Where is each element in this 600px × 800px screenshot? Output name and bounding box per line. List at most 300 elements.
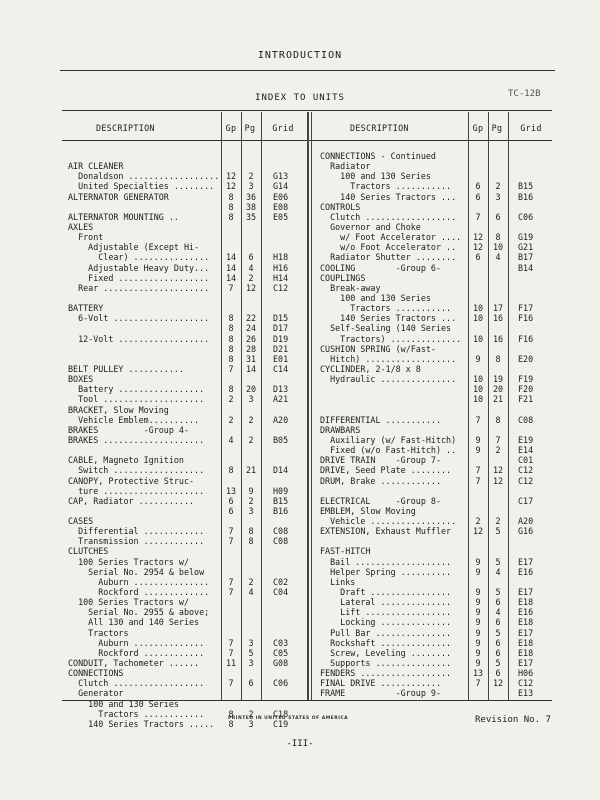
entry-grid: F16	[518, 313, 534, 324]
entry-description: 100 and 130 Series	[320, 292, 431, 303]
entry-page: 12	[492, 475, 504, 486]
entry-page: 6	[495, 211, 501, 222]
entry-description: Draft ................	[320, 587, 452, 598]
entry-grid: C06	[518, 211, 534, 222]
entry-description: CYCLINDER, 2-1/8 x 8	[320, 363, 421, 374]
entry-grid: E18	[518, 637, 534, 648]
entry-group: 2	[228, 394, 234, 405]
entry-description: DIFFERENTIAL ...........	[320, 414, 442, 425]
entry-description: CONTROLS	[320, 201, 361, 212]
entry-group: 6	[228, 505, 234, 516]
index-title: INDEX TO UNITS	[255, 93, 345, 103]
entry-page: 10	[492, 242, 504, 253]
entry-page: 2	[248, 495, 254, 506]
entry-group: 13	[472, 668, 484, 679]
entry-grid: D13	[273, 384, 289, 395]
entry-group: 8	[228, 465, 234, 476]
entry-page: 7	[495, 434, 501, 445]
entry-grid: D19	[273, 333, 289, 344]
entry-description: Battery .................	[68, 384, 205, 395]
entry-group: 8	[228, 191, 234, 202]
entry-page: 3	[248, 505, 254, 516]
entry-page: 6	[495, 637, 501, 648]
entry-group: 8	[228, 708, 234, 719]
entry-grid: E01	[273, 353, 289, 364]
entry-grid: H14	[273, 272, 289, 283]
entry-group: 6	[475, 191, 481, 202]
header-rule	[60, 70, 555, 71]
entry-group: 10	[472, 313, 484, 324]
entry-group: 8	[228, 384, 234, 395]
entry-description: Supports ...............	[320, 658, 452, 669]
entry-page: 17	[492, 303, 504, 314]
entry-description: CAP, Radiator ...........	[68, 495, 195, 506]
entry-page: 3	[248, 658, 254, 669]
entry-group: 2	[475, 516, 481, 527]
entry-page: 31	[245, 353, 257, 364]
revision-label: Revision No. 7	[475, 715, 551, 725]
entry-description: Auburn ...............	[68, 576, 210, 587]
entry-group: 9	[475, 658, 481, 669]
entry-grid: D15	[273, 313, 289, 324]
entry-description: DRIVE TRAIN -Group 7-	[320, 455, 442, 466]
entry-group: 2	[228, 414, 234, 425]
entry-page: 8	[495, 232, 501, 243]
entry-group: 7	[228, 647, 234, 658]
entry-description: Tractors ...........	[320, 181, 452, 192]
entry-grid: B15	[273, 495, 289, 506]
entry-group: 10	[472, 303, 484, 314]
entry-group: 14	[225, 262, 237, 273]
entry-description: Differential ............	[68, 526, 205, 537]
entry-grid: C12	[518, 465, 534, 476]
entry-group: 9	[475, 353, 481, 364]
center-divider	[311, 112, 312, 700]
entry-description: Tractors ...........	[320, 303, 452, 314]
col-header-description-left: DESCRIPTION	[96, 123, 155, 133]
entry-description: Switch ..................	[68, 465, 205, 476]
entry-description: 6-Volt ...................	[68, 313, 210, 324]
entry-page: 38	[245, 201, 257, 212]
col-divider	[261, 112, 262, 700]
entry-description: DRIVE, Seed Plate ........	[320, 465, 452, 476]
entry-group: 8	[228, 333, 234, 344]
entry-description: Hitch) ..................	[320, 353, 457, 364]
entry-grid: E05	[273, 211, 289, 222]
entry-page: 35	[245, 211, 257, 222]
entry-description: 140 Series Tractors ...	[320, 313, 457, 324]
entry-grid: C04	[273, 587, 289, 598]
entry-description: Clutch ..................	[320, 211, 457, 222]
entry-description: BELT PULLEY ...........	[68, 363, 184, 374]
entry-group: 10	[472, 384, 484, 395]
entry-grid: F21	[518, 394, 534, 405]
entry-grid: E16	[518, 566, 534, 577]
entry-description: Links	[320, 576, 356, 587]
entry-page: 12	[492, 465, 504, 476]
entry-description: Rockshaft ..............	[320, 637, 452, 648]
entry-grid: C03	[273, 637, 289, 648]
col-header-gp-left: Gp	[225, 123, 237, 133]
entry-grid: E17	[518, 587, 534, 598]
entry-grid: E20	[518, 353, 534, 364]
entry-grid: F17	[518, 303, 534, 314]
entry-group: 6	[228, 495, 234, 506]
entry-page: 2	[248, 272, 254, 283]
entry-description: 100 and 130 Series	[320, 171, 431, 182]
entry-page: 2	[248, 414, 254, 425]
entry-description: BRAKES ....................	[68, 434, 205, 445]
entry-description: Helper Spring ..........	[320, 566, 452, 577]
entry-group: 13	[225, 485, 237, 496]
entry-description: CONDUIT, Tachometer ......	[68, 658, 200, 669]
entry-description: ture ....................	[68, 485, 205, 496]
entry-description: CUSHION SPRING (w/Fast-	[320, 343, 436, 354]
entry-group: 9	[475, 587, 481, 598]
entry-description: FINAL DRIVE ............	[320, 678, 442, 689]
col-header-description-right: DESCRIPTION	[350, 123, 409, 133]
entry-description: Tractors ............	[68, 708, 205, 719]
entry-description: Tractors) ..............	[320, 333, 462, 344]
entry-description: Governor and Choke	[320, 221, 421, 232]
entry-description: Tool ....................	[68, 394, 205, 405]
entry-description: BOXES	[68, 374, 94, 385]
entry-page: 19	[492, 374, 504, 385]
entry-page: 20	[492, 384, 504, 395]
entry-grid: A20	[518, 516, 534, 527]
entry-grid: G16	[518, 526, 534, 537]
entry-page: 20	[245, 384, 257, 395]
entry-page: 2	[248, 708, 254, 719]
entry-group: 8	[228, 353, 234, 364]
entry-description: 100 and 130 Series	[68, 698, 179, 709]
entry-grid: C12	[518, 678, 534, 689]
entry-page: 4	[495, 607, 501, 618]
entry-description: FAST-HITCH	[320, 546, 371, 557]
page-header-title: INTRODUCTION	[257, 50, 343, 61]
entry-group: 7	[228, 536, 234, 547]
entry-group: 9	[475, 637, 481, 648]
entry-grid: B17	[518, 252, 534, 263]
entry-description: Auxiliary (w/ Fast-Hitch)	[320, 434, 457, 445]
entry-page: 5	[248, 647, 254, 658]
entry-description: EXTENSION, Exhaust Muffler	[320, 526, 452, 537]
entry-group: 9	[475, 647, 481, 658]
entry-grid: E18	[518, 597, 534, 608]
entry-description: Lift .................	[320, 607, 452, 618]
entry-page: 6	[495, 617, 501, 628]
entry-page: 36	[245, 191, 257, 202]
page-number: -III-	[286, 739, 314, 749]
printer-note: PRINTED IN UNITED STATES OF AMERICA	[228, 716, 349, 721]
entry-grid: F20	[518, 384, 534, 395]
entry-group: 4	[228, 434, 234, 445]
entry-page: 5	[495, 526, 501, 537]
entry-group: 7	[475, 414, 481, 425]
entry-description: FRAME -Group 9-	[320, 688, 442, 699]
entry-description: Clutch ..................	[68, 678, 205, 689]
entry-grid: C06	[273, 678, 289, 689]
entry-grid: G21	[518, 242, 534, 253]
entry-grid: C12	[518, 475, 534, 486]
entry-page: 8	[248, 526, 254, 537]
entry-group: 10	[472, 374, 484, 385]
entry-page: 16	[492, 333, 504, 344]
entry-grid: H16	[273, 262, 289, 273]
entry-grid: C01	[518, 455, 534, 466]
entry-description: BRACKET, Slow Moving	[68, 404, 169, 415]
entry-page: 4	[248, 262, 254, 273]
entry-description: COUPLINGS	[320, 272, 366, 283]
entry-grid: E06	[273, 191, 289, 202]
entry-description: w/ Foot Accelerator ....	[320, 232, 462, 243]
entry-description: COOLING -Group 6-	[320, 262, 442, 273]
entry-page: 6	[248, 252, 254, 263]
entry-grid: G08	[273, 658, 289, 669]
entry-description: Fixed (w/o Fast-Hitch) ..	[320, 445, 457, 456]
entry-description: 100 Series Tractors w/	[68, 597, 190, 608]
entry-group: 7	[228, 637, 234, 648]
entry-page: 26	[245, 333, 257, 344]
entry-description: Tractors	[68, 627, 129, 638]
entry-page: 22	[245, 313, 257, 324]
entry-page: 6	[495, 668, 501, 679]
entry-grid: E17	[518, 658, 534, 669]
entry-page: 5	[495, 627, 501, 638]
entry-group: 6	[475, 252, 481, 263]
entry-grid: C08	[273, 536, 289, 547]
entry-group: 14	[225, 252, 237, 263]
col-header-gp-right: Gp	[472, 123, 484, 133]
entry-description: Adjustable (Except Hi-	[68, 242, 200, 253]
entry-description: Vehicle Emblem..........	[68, 414, 200, 425]
table-top-rule	[62, 110, 552, 111]
entry-grid: B16	[273, 505, 289, 516]
entry-grid: E08	[273, 201, 289, 212]
entry-description: Hydraulic ...............	[320, 374, 457, 385]
entry-description: 100 Series Tractors w/	[68, 556, 190, 567]
entry-description: Radiator Shutter ........	[320, 252, 457, 263]
entry-page: 6	[495, 597, 501, 608]
entry-group: 7	[475, 475, 481, 486]
entry-grid: D17	[273, 323, 289, 334]
entry-page: 24	[245, 323, 257, 334]
entry-description: Adjustable Heavy Duty...	[68, 262, 210, 273]
entry-page: 28	[245, 343, 257, 354]
entry-description: 140 Series Tractors ...	[320, 191, 457, 202]
entry-description: Serial No. 2955 & above;	[68, 607, 210, 618]
entry-grid: C18	[273, 708, 289, 719]
entry-page: 3	[248, 181, 254, 192]
entry-page: 16	[492, 313, 504, 324]
entry-grid: C12	[273, 282, 289, 293]
entry-description: BRAKES -Group 4-	[68, 424, 190, 435]
entry-page: 2	[248, 171, 254, 182]
entry-page: 4	[495, 566, 501, 577]
entry-group: 7	[475, 211, 481, 222]
entry-grid: B15	[518, 181, 534, 192]
entry-page: 6	[248, 678, 254, 689]
entry-group: 9	[475, 607, 481, 618]
entry-description: United Specialties ........	[68, 181, 215, 192]
col-divider	[508, 112, 509, 700]
entry-description: CANOPY, Protective Struc-	[68, 475, 195, 486]
entry-grid: C02	[273, 576, 289, 587]
entry-group: 6	[475, 181, 481, 192]
entry-description: Auburn ..............	[68, 637, 205, 648]
entry-description: Break-away	[320, 282, 381, 293]
entry-group: 8	[228, 211, 234, 222]
col-header-pg-left: Pg	[244, 123, 256, 133]
entry-page: 3	[248, 394, 254, 405]
entry-group: 7	[475, 465, 481, 476]
entry-group: 12	[472, 242, 484, 253]
entry-description: AXLES	[68, 221, 94, 232]
entry-group: 12	[225, 181, 237, 192]
entry-group: 7	[228, 587, 234, 598]
entry-page: 5	[495, 556, 501, 567]
entry-group: 9	[475, 556, 481, 567]
entry-page: 2	[248, 576, 254, 587]
entry-page: 21	[245, 465, 257, 476]
center-divider	[307, 112, 309, 700]
col-header-pg-right: Pg	[491, 123, 503, 133]
entry-grid: E17	[518, 627, 534, 638]
entry-description: ALTERNATOR GENERATOR	[68, 191, 169, 202]
entry-grid: C08	[273, 526, 289, 537]
entry-grid: C08	[518, 414, 534, 425]
entry-grid: E17	[518, 556, 534, 567]
entry-description: EMBLEM, Slow Moving	[320, 505, 416, 516]
entry-grid: A20	[273, 414, 289, 425]
entry-description: Self-Sealing (140 Series	[320, 323, 452, 334]
entry-group: 7	[228, 526, 234, 537]
entry-group: 7	[475, 678, 481, 689]
entry-page: 8	[495, 353, 501, 364]
entry-group: 9	[475, 445, 481, 456]
entry-grid: H18	[273, 252, 289, 263]
entry-grid: F19	[518, 374, 534, 385]
entry-description: ALTERNATOR MOUNTING ..	[68, 211, 179, 222]
entry-description: 140 Series Tractors .....	[68, 718, 215, 729]
entry-description: Bail ...................	[320, 556, 452, 567]
entry-page: 3	[495, 191, 501, 202]
entry-description: CLUTCHES	[68, 546, 109, 557]
entry-group: 7	[228, 678, 234, 689]
entry-description: Radiator	[320, 161, 371, 172]
entry-description: w/o Foot Accelerator ..	[320, 242, 457, 253]
entry-page: 5	[495, 658, 501, 669]
entry-group: 11	[225, 658, 237, 669]
entry-page: 3	[248, 637, 254, 648]
entry-group: 9	[475, 617, 481, 628]
entry-description: Front	[68, 232, 104, 243]
entry-grid: B14	[518, 262, 534, 273]
entry-description: Pull Bar ...............	[320, 627, 452, 638]
entry-page: 2	[495, 516, 501, 527]
entry-group: 7	[228, 576, 234, 587]
entry-page: 5	[495, 587, 501, 598]
entry-grid: B05	[273, 434, 289, 445]
entry-group: 12	[225, 171, 237, 182]
entry-group: 7	[228, 282, 234, 293]
entry-grid: G13	[273, 171, 289, 182]
entry-description: Fixed ..................	[68, 272, 210, 283]
entry-group: 9	[475, 434, 481, 445]
entry-page: 21	[492, 394, 504, 405]
entry-page: 8	[495, 414, 501, 425]
entry-group: 8	[228, 313, 234, 324]
col-header-grid-right: Grid	[520, 123, 542, 133]
entry-description: FENDERS ..................	[320, 668, 452, 679]
entry-group: 8	[228, 201, 234, 212]
entry-description: BATTERY	[68, 303, 104, 314]
entry-group: 12	[472, 526, 484, 537]
entry-group: 8	[228, 343, 234, 354]
entry-grid: C19	[273, 718, 289, 729]
entry-description: Clear) ...............	[68, 252, 210, 263]
entry-description: Rockford ............	[68, 647, 205, 658]
entry-grid: F16	[518, 333, 534, 344]
entry-grid: H06	[518, 668, 534, 679]
entry-group: 10	[472, 333, 484, 344]
entry-group: 12	[472, 232, 484, 243]
entry-grid: H09	[273, 485, 289, 496]
entry-page: 2	[248, 434, 254, 445]
entry-description: All 130 and 140 Series	[68, 617, 200, 628]
entry-description: 12-Volt ..................	[68, 333, 210, 344]
entry-grid: D14	[273, 465, 289, 476]
entry-description: DRAWBARS	[320, 424, 361, 435]
entry-page: 2	[495, 445, 501, 456]
entry-group: 9	[475, 597, 481, 608]
entry-description: Rear .....................	[68, 282, 210, 293]
entry-grid: A21	[273, 394, 289, 405]
entry-page: 2	[495, 181, 501, 192]
entry-description: Vehicle .................	[320, 516, 457, 527]
entry-grid: G14	[273, 181, 289, 192]
entry-page: 8	[248, 536, 254, 547]
entry-description: Generator	[68, 688, 124, 699]
entry-description: Transmission ............	[68, 536, 205, 547]
entry-description: CABLE, Magneto Ignition	[68, 455, 184, 466]
entry-grid: E16	[518, 607, 534, 618]
entry-grid: C14	[273, 363, 289, 374]
entry-grid: C05	[273, 647, 289, 658]
entry-page: 4	[495, 252, 501, 263]
entry-group: 9	[475, 566, 481, 577]
entry-page: 14	[245, 363, 257, 374]
entry-group: 8	[228, 718, 234, 729]
entry-description: Rockford .............	[68, 587, 210, 598]
entry-description: Locking ..............	[320, 617, 452, 628]
entry-page: 6	[495, 647, 501, 658]
col-header-grid-left: Grid	[272, 123, 294, 133]
entry-description: Serial No. 2954 & below	[68, 566, 205, 577]
entry-description: Donaldson ..................	[68, 171, 220, 182]
entry-description: ELECTRICAL -Group 8-	[320, 495, 442, 506]
entry-group: 10	[472, 394, 484, 405]
entry-page: 4	[248, 587, 254, 598]
entry-group: 7	[228, 363, 234, 374]
doc-code: TC-12B	[508, 89, 541, 99]
entry-grid: B16	[518, 191, 534, 202]
entry-group: 8	[228, 323, 234, 334]
entry-description: CONNECTIONS	[68, 668, 124, 679]
entry-description: AIR CLEANER	[68, 161, 124, 172]
entry-description: Lateral ..............	[320, 597, 452, 608]
entry-page: 12	[245, 282, 257, 293]
